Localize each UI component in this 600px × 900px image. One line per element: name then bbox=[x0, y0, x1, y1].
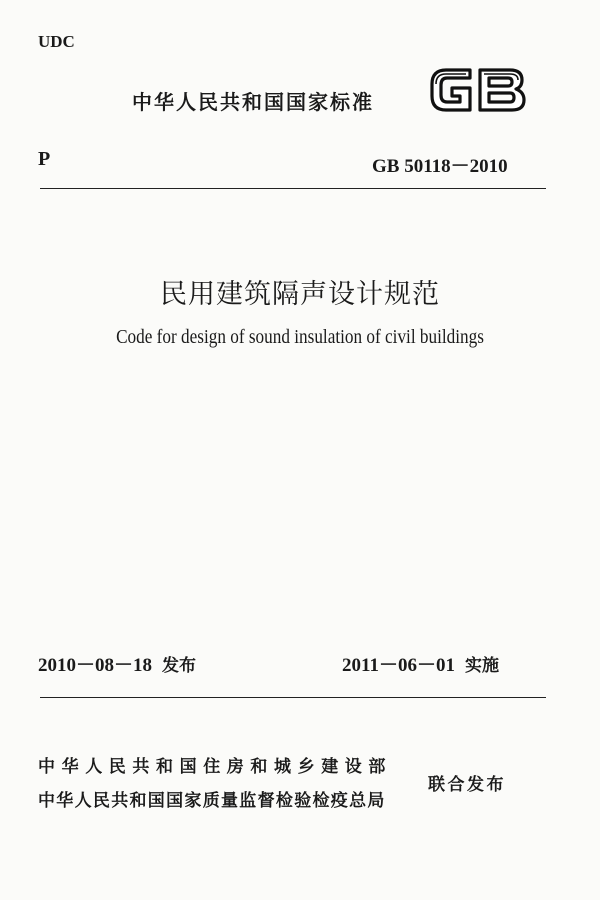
bottom-divider bbox=[40, 697, 546, 698]
implement-date: 2011－06－01 bbox=[342, 655, 455, 676]
joint-publish-label: 联合发布 bbox=[428, 775, 506, 795]
top-divider bbox=[40, 188, 546, 189]
issue-date: 2010－08－18 bbox=[38, 655, 153, 676]
publisher-ministry: 中华人民共和国住房和城乡建设部 bbox=[38, 757, 392, 777]
standard-number: GB 50118－2010 bbox=[372, 156, 508, 177]
implement-label: 实施 bbox=[464, 656, 499, 676]
issue-label: 发布 bbox=[162, 656, 197, 676]
title-english: Code for design of sound insulation of civil buildings bbox=[116, 326, 484, 348]
implement-info bbox=[342, 650, 499, 677]
gb-logo-icon bbox=[426, 62, 530, 118]
issue-info bbox=[38, 650, 196, 677]
udc-label: UDC bbox=[38, 32, 75, 51]
category-code: P bbox=[38, 148, 51, 170]
standard-type: 中华人民共和国国家标准 bbox=[132, 90, 374, 114]
publisher-aqsiq: 中华人民共和国国家质量监督检验检疫总局 bbox=[38, 791, 386, 811]
title-chinese: 民用建筑隔声设计规范 bbox=[160, 279, 440, 310]
